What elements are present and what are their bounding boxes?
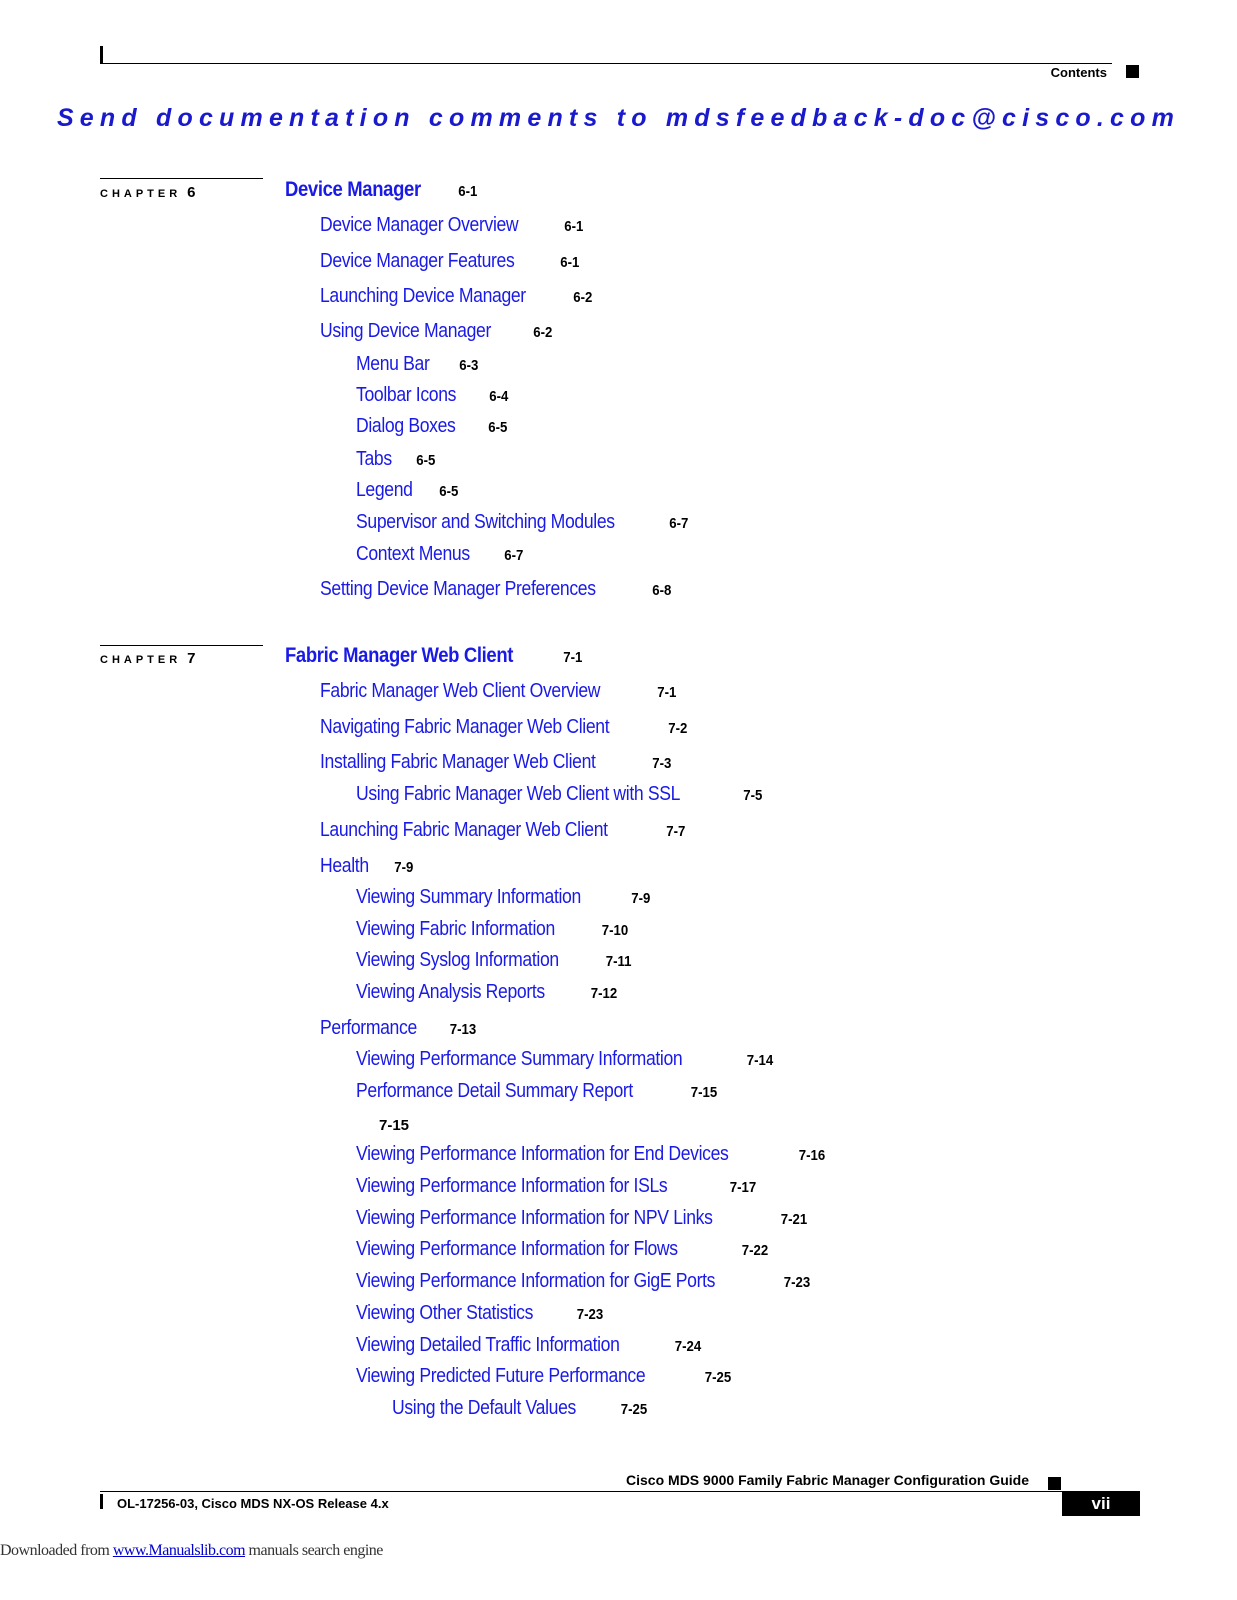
toc-entry[interactable] — [320, 285, 594, 308]
toc-page: 7-11 — [606, 953, 632, 970]
toc-page: 7-23 — [577, 1306, 604, 1323]
toc-title[interactable]: Navigating Fabric Manager Web Client — [320, 716, 610, 738]
page-number: vii — [1062, 1491, 1140, 1516]
toc-entry[interactable] — [356, 1175, 758, 1198]
toc-entry[interactable] — [320, 578, 673, 601]
toc-title[interactable]: Launching Device Manager — [320, 285, 526, 307]
toc-entry[interactable] — [356, 886, 651, 909]
toc-entry[interactable] — [356, 1238, 770, 1261]
toc-entry[interactable] — [320, 680, 678, 703]
toc-chapter-entry[interactable] — [285, 178, 479, 202]
chapter-number: 7 — [187, 650, 196, 667]
toc-page: 7-5 — [743, 787, 763, 804]
toc-page: 7-13 — [449, 1021, 477, 1038]
toc-title[interactable]: Context Menus — [356, 543, 470, 565]
toc-page: 7-1 — [657, 684, 677, 701]
header-section-label: Contents — [1050, 65, 1107, 80]
toc-entry[interactable] — [356, 511, 690, 534]
download-prefix: Downloaded from — [0, 1542, 113, 1559]
toc-entry[interactable] — [356, 415, 509, 438]
toc-entry[interactable] — [356, 543, 525, 566]
chapter-number: 6 — [187, 184, 196, 201]
toc-page: 7-21 — [780, 1211, 808, 1228]
toc-title[interactable]: Viewing Fabric Information — [356, 918, 555, 940]
header-bar — [100, 46, 103, 63]
toc-entry[interactable] — [356, 1270, 812, 1293]
toc-title[interactable]: Dialog Boxes — [356, 415, 456, 437]
toc-page: 7-24 — [675, 1338, 702, 1355]
toc-title[interactable]: Viewing Performance Information for NPV Links — [356, 1207, 713, 1229]
toc-title[interactable]: Viewing Performance Summary Information — [356, 1048, 683, 1070]
toc-entry[interactable] — [320, 320, 554, 343]
toc-entry[interactable] — [356, 981, 619, 1004]
toc-title[interactable]: Launching Fabric Manager Web Client — [320, 819, 608, 841]
toc-title[interactable]: Menu Bar — [356, 353, 430, 375]
toc-entry[interactable] — [356, 1207, 809, 1230]
toc-page: 7-25 — [620, 1401, 648, 1418]
toc-title[interactable]: Viewing Predicted Future Performance — [356, 1365, 646, 1387]
toc-title[interactable]: Viewing Performance Information for GigE Ports — [356, 1270, 716, 1292]
chapter-rule — [100, 178, 263, 179]
toc-page: 7-15 — [690, 1084, 717, 1101]
toc-entry[interactable] — [356, 783, 764, 806]
toc-title[interactable]: Supervisor and Switching Modules — [356, 511, 615, 533]
toc-title[interactable]: Viewing Analysis Reports — [356, 981, 545, 1003]
toc-title[interactable]: Viewing Summary Information — [356, 886, 581, 908]
toc-title[interactable]: Installing Fabric Manager Web Client — [320, 751, 596, 773]
toc-page: 6-5 — [439, 483, 459, 500]
toc-page: 7-14 — [746, 1052, 774, 1069]
toc-page: 7-7 — [666, 823, 686, 840]
toc-page: 6-1 — [564, 218, 584, 235]
manualslib-link[interactable]: www.Manualslib.com — [112, 1542, 246, 1559]
toc-entry[interactable] — [356, 1334, 704, 1357]
header-square — [1126, 65, 1139, 78]
toc-page: 7-2 — [668, 720, 688, 737]
toc-page: 7-3 — [652, 755, 672, 772]
download-suffix: manuals search engine — [245, 1542, 383, 1559]
toc-title[interactable]: Health — [320, 855, 369, 877]
toc-entry[interactable] — [320, 855, 415, 878]
toc-title[interactable]: Using the Default Values — [392, 1397, 576, 1419]
toc-page: 6-7 — [504, 547, 524, 564]
toc-title[interactable]: Device Manager Features — [320, 250, 515, 272]
toc-entry[interactable] — [356, 1048, 775, 1071]
toc-title[interactable]: Setting Device Manager Preferences — [320, 578, 596, 600]
chapter-label — [100, 650, 196, 667]
toc-page: 7-23 — [783, 1274, 811, 1291]
toc-title[interactable]: Fabric Manager Web Client Overview — [320, 680, 601, 702]
toc-title[interactable]: Tabs — [356, 448, 392, 470]
chapter-label — [100, 184, 196, 201]
toc-page: 7-1 — [563, 649, 583, 666]
toc-entry[interactable] — [356, 949, 634, 972]
footer-square — [1048, 1477, 1061, 1490]
footer-release: OL-17256-03, Cisco MDS NX-OS Release 4.x — [117, 1496, 389, 1511]
chapter-rule — [100, 645, 263, 646]
toc-title[interactable]: Viewing Performance Information for Flows — [356, 1238, 678, 1260]
toc-entry[interactable] — [356, 918, 630, 941]
toc-title[interactable]: Device Manager Overview — [320, 214, 519, 236]
toc-page: 6-4 — [489, 388, 509, 405]
download-note — [0, 1542, 383, 1560]
toc-page: 7-12 — [590, 985, 617, 1002]
toc-page: 6-2 — [573, 289, 593, 306]
toc-title[interactable]: Using Device Manager — [320, 320, 492, 342]
toc-entry[interactable] — [356, 448, 436, 471]
toc-page: 6-1 — [560, 254, 580, 271]
toc-entry[interactable] — [356, 479, 460, 502]
toc-page: 7-16 — [799, 1147, 826, 1164]
toc-page: 6-7 — [669, 515, 689, 532]
toc-entry[interactable] — [356, 1365, 733, 1388]
toc-orphan-page: 7-15 — [379, 1117, 410, 1134]
header-rule — [100, 63, 1112, 64]
toc-entry[interactable] — [320, 751, 673, 774]
footer-rule — [100, 1491, 1062, 1492]
toc-entry[interactable] — [356, 384, 509, 407]
toc-entry[interactable] — [320, 716, 688, 739]
toc-title[interactable]: Performance Detail Summary Report — [356, 1080, 633, 1102]
toc-title[interactable]: Viewing Performance Information for ISLs — [356, 1175, 668, 1197]
toc-entry[interactable] — [320, 819, 687, 842]
toc-entry[interactable] — [356, 1302, 605, 1325]
toc-page: 7-22 — [741, 1242, 768, 1259]
toc-page: 7-25 — [704, 1369, 731, 1386]
footer-bar — [100, 1494, 103, 1509]
toc-page: 7-9 — [394, 859, 414, 876]
toc-title[interactable]: Viewing Performance Information for End Devices — [356, 1143, 729, 1165]
toc-entry[interactable] — [356, 353, 479, 376]
toc-page: 6-2 — [533, 324, 553, 341]
toc-title[interactable]: Viewing Syslog Information — [356, 949, 559, 971]
toc-title[interactable]: Performance — [320, 1017, 417, 1039]
chapter-label-text: CHAPTER — [100, 188, 182, 200]
toc-title[interactable]: Using Fabric Manager Web Client with SSL — [356, 783, 681, 805]
toc-page: 6-1 — [458, 183, 478, 200]
chapter-label-text: CHAPTER — [100, 654, 182, 666]
toc-entry[interactable] — [356, 1080, 719, 1103]
toc-page: 7-17 — [729, 1179, 757, 1196]
toc-title[interactable]: Device Manager — [285, 178, 421, 201]
toc-entry[interactable] — [320, 214, 585, 237]
toc-chapter-entry[interactable] — [285, 644, 584, 668]
footer-guide-title: Cisco MDS 9000 Family Fabric Manager Configuration Guide — [626, 1472, 1029, 1488]
toc-entry[interactable] — [320, 250, 581, 273]
toc-title[interactable]: Toolbar Icons — [356, 384, 457, 406]
toc-title[interactable]: Viewing Other Statistics — [356, 1302, 534, 1324]
toc-page: 7-10 — [601, 922, 629, 939]
toc-title[interactable]: Viewing Detailed Traffic Information — [356, 1334, 620, 1356]
toc-page: 6-5 — [415, 452, 436, 469]
feedback-banner: Send documentation comments to mdsfeedback-doc@cisco.com — [56, 104, 1181, 132]
toc-title[interactable]: Fabric Manager Web Client — [285, 644, 514, 667]
toc-page: 6-3 — [458, 357, 478, 374]
toc-page: 6-8 — [652, 582, 672, 599]
toc-title[interactable]: Legend — [356, 479, 413, 501]
toc-entry[interactable] — [356, 1143, 827, 1166]
toc-entry[interactable] — [392, 1397, 649, 1420]
toc-page: 7-9 — [630, 890, 650, 907]
toc-page: 6-5 — [488, 419, 508, 436]
toc-entry[interactable] — [320, 1017, 478, 1040]
